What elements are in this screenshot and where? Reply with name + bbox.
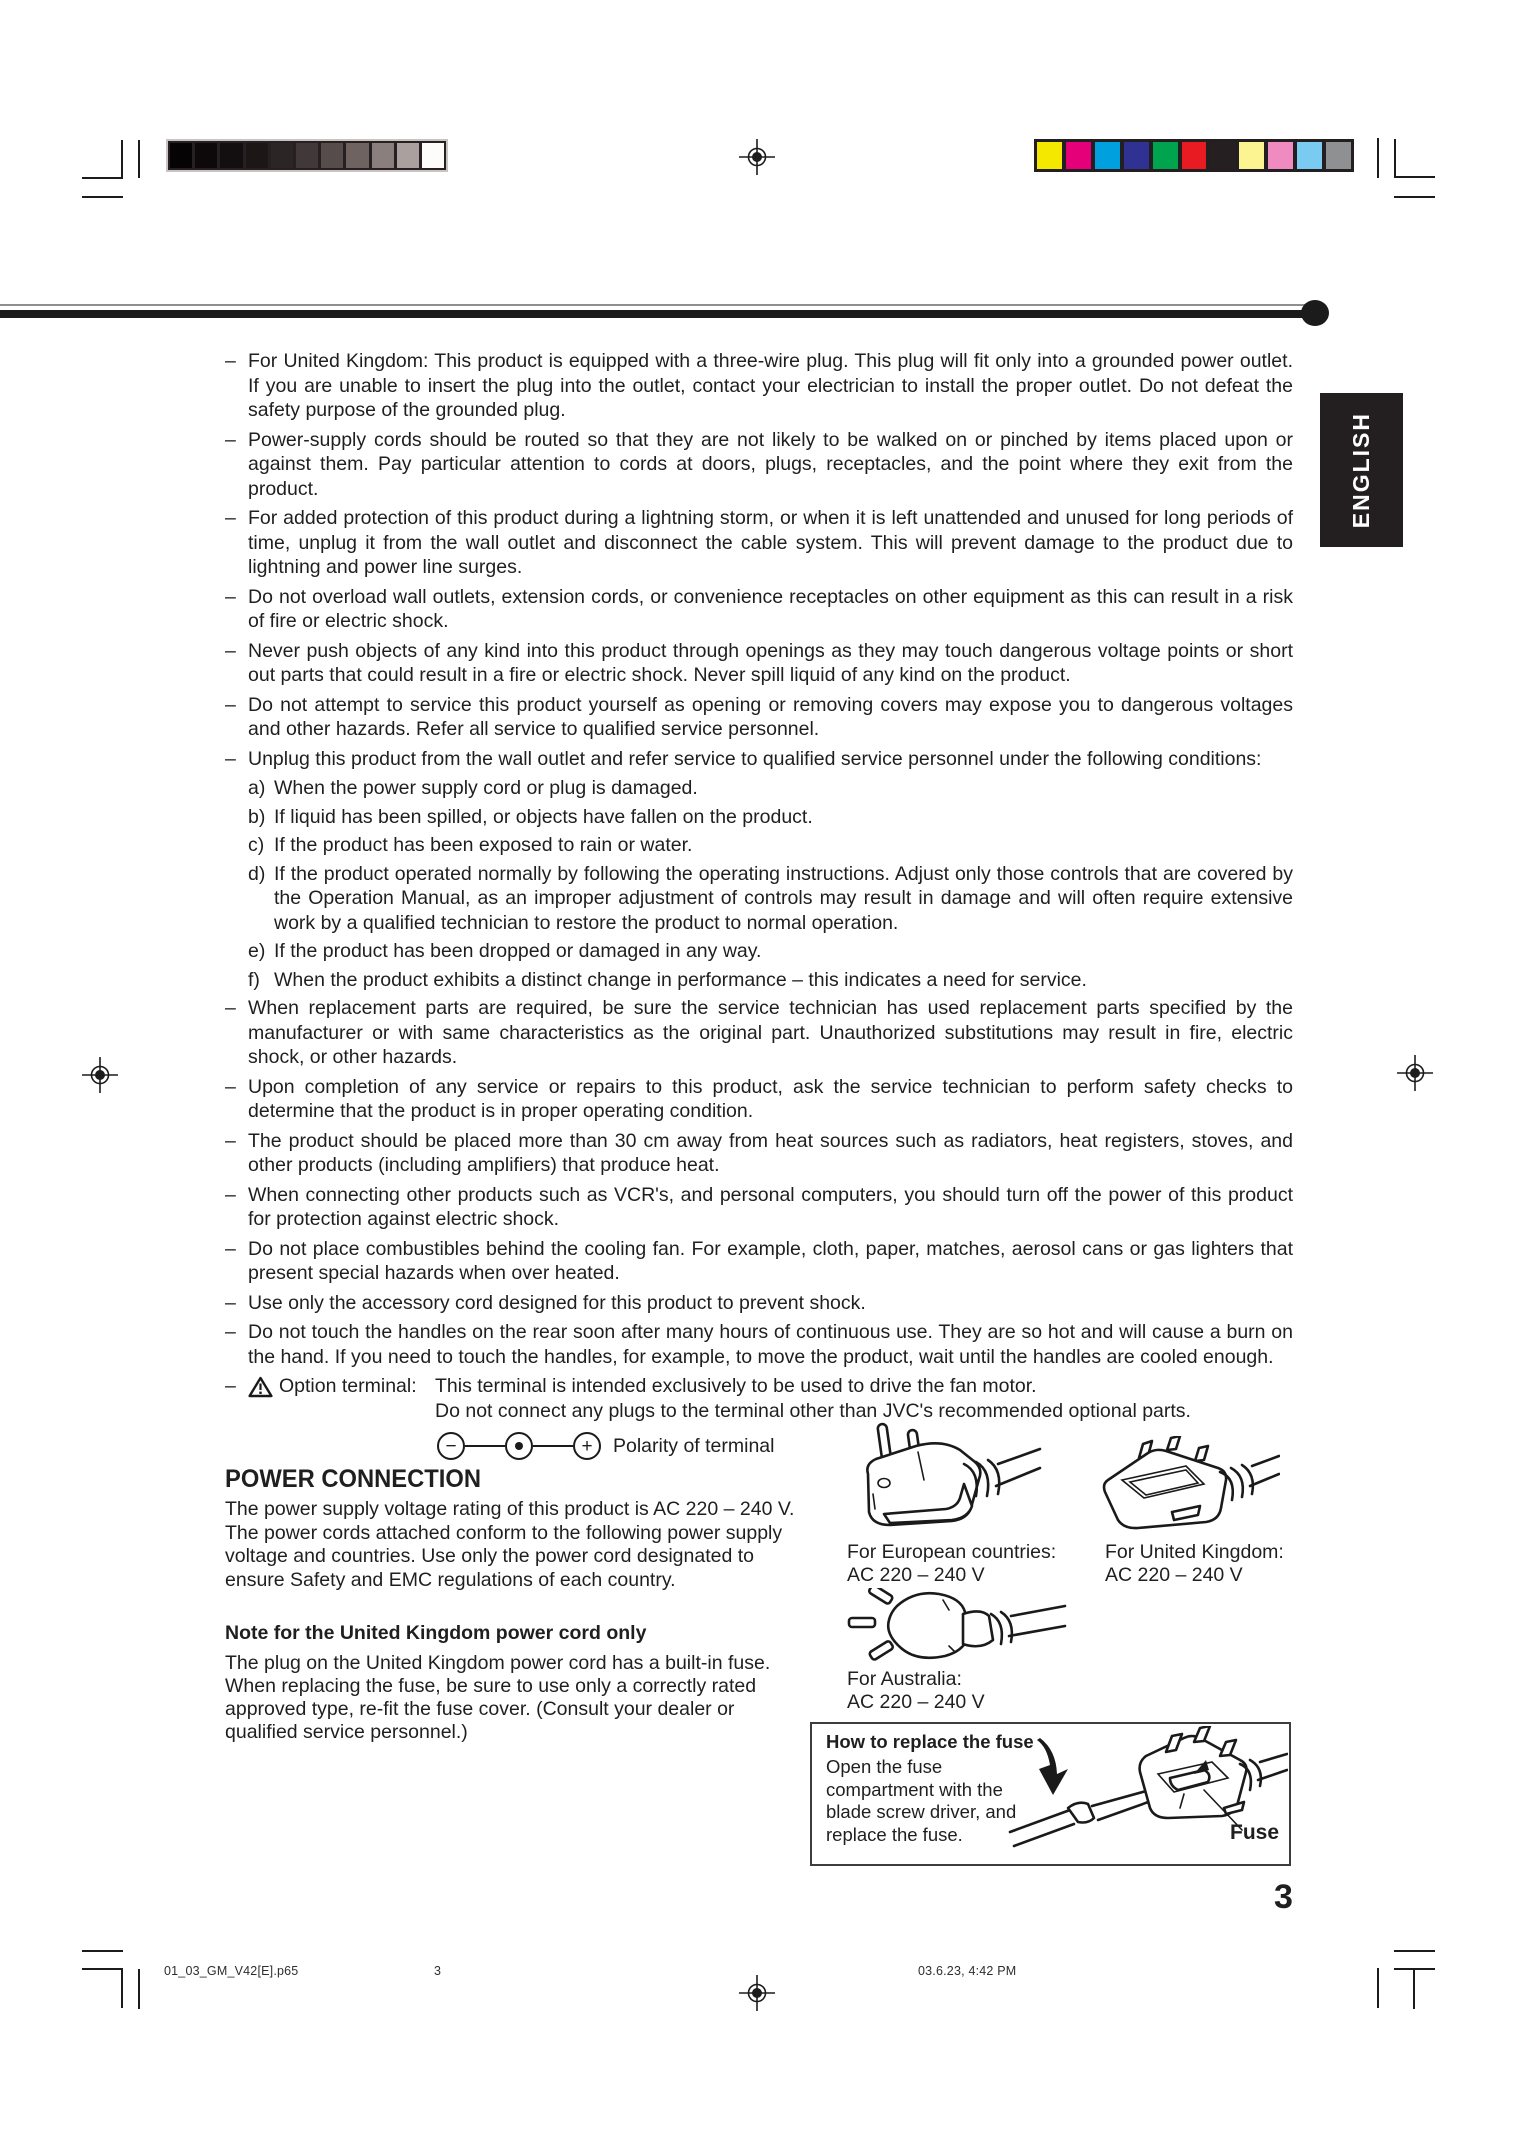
page-number: 3 <box>1274 1878 1293 1916</box>
calibration-swatch <box>1210 142 1235 169</box>
crop-mark <box>121 1968 123 2008</box>
safety-item-text: For United Kingdom: This product is equipped with a three-wire plug. This plug will fit only into a grounded power outlet. If you are unable to insert the plug into the outlet, contact your electrician to install the proper outlet. Do not defeat the safety purpose of the grounded plug. <box>248 350 1293 421</box>
crop-mark <box>82 1950 123 1952</box>
safety-subitem <box>248 805 1293 830</box>
subitem-key: f) <box>248 968 260 991</box>
crop-mark <box>1413 1969 1415 2009</box>
subitem-text: If the product operated normally by following the operating instructions. Adjust only those controls that are covered by the Operation Manual, as an improper adjustment of controls may result in damage and will often require extensive work by a qualified technician to restore the product to normal operation. <box>274 862 1293 934</box>
polarity-connector <box>465 1445 505 1448</box>
calibration-swatch <box>1326 142 1351 169</box>
safety-item <box>225 1183 1293 1232</box>
safety-item <box>225 1075 1293 1124</box>
uk-plug-illustration <box>1098 1436 1280 1538</box>
fuse-replacement-box <box>810 1722 1291 1866</box>
calibration-swatch <box>1182 142 1207 169</box>
uk-note-heading: Note for the United Kingdom power cord only <box>225 1622 647 1644</box>
crop-mark <box>121 140 123 179</box>
safety-list <box>225 349 1293 1369</box>
subitem-key: a) <box>248 777 266 799</box>
safety-instructions <box>225 349 1293 1461</box>
crop-mark <box>138 1969 140 2009</box>
safety-subitem <box>248 833 1293 858</box>
calibration-swatch <box>321 143 343 168</box>
bullet-dash: – <box>225 350 236 372</box>
subitem-text: If the product has been dropped or damaged in any way. <box>274 940 762 962</box>
calibration-swatch <box>246 143 268 168</box>
plug-label-text: For United Kingdom: <box>1105 1541 1284 1563</box>
subitem-key: b) <box>248 805 266 828</box>
calibration-swatch <box>346 143 368 168</box>
divider-end-dot <box>1301 300 1329 326</box>
bullet-dash: – <box>225 1183 236 1206</box>
subitem-text: If liquid has been spilled, or objects have fallen on the product. <box>274 805 813 828</box>
calibration-swatch <box>1066 142 1091 169</box>
warning-triangle-icon <box>248 1374 279 1423</box>
language-tab-label: ENGLISH <box>1348 411 1374 529</box>
subitem-text: If the product has been exposed to rain or water. <box>274 834 693 856</box>
safety-item <box>225 1237 1293 1286</box>
safety-subitem <box>248 968 1293 993</box>
safety-item <box>225 428 1293 502</box>
bullet-dash: – <box>225 585 236 608</box>
calibration-swatch <box>170 143 192 168</box>
calibration-swatch <box>296 143 318 168</box>
footer-filename: 01_03_GM_V42[E].p65 <box>164 1964 299 1978</box>
plug-label-text: For European countries: <box>847 1541 1057 1563</box>
safety-item-text: The product should be placed more than 30 cm away from heat sources such as radiators, heat registers, stoves, and other products (including amplifiers) that produce heat. <box>248 1129 1293 1176</box>
calibration-swatch <box>1297 142 1322 169</box>
bullet-dash: – <box>225 1321 236 1343</box>
calibration-swatch <box>422 143 444 168</box>
calibration-swatch <box>271 143 293 168</box>
crop-mark <box>82 177 123 179</box>
polarity-connector <box>533 1445 573 1448</box>
safety-item <box>225 693 1293 742</box>
option-terminal-text <box>435 1374 1293 1423</box>
crop-mark <box>138 140 140 178</box>
australia-plug-illustration <box>845 1588 1067 1670</box>
safety-item <box>225 506 1293 580</box>
safety-item <box>225 639 1293 688</box>
bullet-dash: – <box>225 507 236 529</box>
safety-item-text: For added protection of this product during a lightning storm, or when it is left unattended and unused for long periods of time, unplug it from the wall outlet and disconnect the cable system. This will prevent damage to the product due to lightning and power line surges. <box>248 507 1293 578</box>
plug-voltage-text: AC 220 – 240 V <box>1105 1564 1243 1586</box>
safety-item-text: Power-supply cords should be routed so that they are not likely to be walked on or pinched by items placed upon or against them. Pay particular attention to cords at doors, plugs, receptacles, and the point where they exit from the product. <box>248 428 1293 500</box>
fuse-box-body: Open the fuse compartment with the blade screw driver, and replace the fuse. <box>826 1756 1017 1845</box>
grayscale-calibration-bar <box>166 139 448 172</box>
european-plug-label <box>847 1541 1056 1587</box>
footer-page: 3 <box>434 1964 442 1978</box>
crop-mark <box>1377 1968 1379 2008</box>
bullet-dash: – <box>225 639 236 662</box>
bullet-dash: – <box>225 1075 236 1098</box>
polarity-label: Polarity of terminal <box>613 1434 775 1457</box>
divider-rule <box>0 310 1316 318</box>
registration-mark-left <box>82 1057 118 1093</box>
bullet-dash: – <box>225 1129 236 1152</box>
crop-mark <box>1394 139 1396 178</box>
uk-note-body: The plug on the United Kingdom power cord has a built-in fuse. When replacing the fuse, be sure to use only a correctly rated approved type, re-fit the fuse cover. (Consult your dealer or qualified service personnel.) <box>225 1652 771 1743</box>
safety-item <box>225 1129 1293 1178</box>
safety-item <box>225 349 1293 423</box>
subitem-text: When the product exhibits a distinct change in performance – this indicates a need for service. <box>274 968 1087 991</box>
footer-datetime: 03.6.23, 4:42 PM <box>918 1964 1017 1978</box>
divider-thin-line <box>0 304 1316 306</box>
language-tab-english <box>1320 393 1403 547</box>
safety-item <box>225 1320 1293 1369</box>
safety-item <box>225 585 1293 634</box>
plug-voltage-text: AC 220 – 240 V <box>847 1564 985 1586</box>
registration-mark-right <box>1397 1055 1433 1091</box>
bullet-dash: – <box>225 747 236 770</box>
bullet-dash: – <box>225 428 236 451</box>
plus-terminal-icon: + <box>573 1432 601 1460</box>
european-plug-illustration <box>860 1422 1042 1537</box>
registration-mark-bottom <box>739 1975 775 2011</box>
calibration-swatch <box>397 143 419 168</box>
center-terminal-icon <box>505 1432 533 1460</box>
crop-mark <box>1394 1950 1435 1952</box>
australia-plug-label <box>847 1668 985 1714</box>
registration-mark-top <box>739 139 775 175</box>
safety-item-text: Upon completion of any service or repairs to this product, ask the service technician to perform safety checks to determine that the product is in proper operating condition. <box>248 1075 1293 1122</box>
safety-item-text: When replacement parts are required, be sure the service technician has used replacement parts specified by the manufacturer or with same characteristics as the original part. Unauthorized substitutions may result in fire, electric shock, or other hazards. <box>248 997 1293 1068</box>
fuse-illustration <box>1008 1726 1288 1867</box>
crop-mark <box>1394 176 1435 178</box>
power-connection-body: The power supply voltage rating of this product is AC 220 – 240 V. The power cords attached conform to the following power supply voltage and countries. Use only the power cord designated to ensure Safety and EMC regulations of each country. <box>225 1498 795 1591</box>
crop-mark <box>82 196 123 198</box>
subitem-key: e) <box>248 940 266 962</box>
plug-voltage-text: AC 220 – 240 V <box>847 1691 985 1713</box>
calibration-swatch <box>1095 142 1120 169</box>
safety-item <box>225 996 1293 1070</box>
crop-mark <box>82 1968 123 1970</box>
calibration-swatch <box>1239 142 1264 169</box>
safety-item-text: Unplug this product from the wall outlet and refer service to qualified service personnel under the following conditions: <box>248 747 1262 770</box>
crop-mark <box>1377 138 1379 178</box>
subitem-text: When the power supply cord or plug is damaged. <box>274 777 698 799</box>
safety-item-text: Do not place combustibles behind the cooling fan. For example, cloth, paper, matches, aerosol cans or gas lighters that present special hazards when over heated. <box>248 1237 1293 1284</box>
calibration-swatch <box>1268 142 1293 169</box>
bullet-dash: – <box>225 693 236 716</box>
subitem-key: c) <box>248 834 265 856</box>
bullet-dash: – <box>225 1291 236 1314</box>
safety-item-text: When connecting other products such as VCR's, and personal computers, you should turn off the power of this product for protection against electric shock. <box>248 1183 1293 1230</box>
fuse-pointer-label: Fuse <box>1230 1821 1280 1844</box>
bullet-dash: – <box>225 997 236 1019</box>
safety-subitem <box>248 862 1293 936</box>
safety-item <box>225 747 1293 772</box>
fuse-box-title: How to replace the fuse <box>826 1731 1034 1752</box>
safety-item-text: Do not touch the handles on the rear soon after many hours of continuous use. They are so hot and will cause a burn on the hand. If you need to touch the handles, for example, to move the product, wait until the handles are cooled enough. <box>248 1321 1293 1368</box>
calibration-swatch <box>1153 142 1178 169</box>
bullet-dash: – <box>225 1237 236 1260</box>
crop-mark <box>1394 196 1435 198</box>
calibration-swatch <box>1037 142 1062 169</box>
uk-plug-label <box>1105 1541 1284 1587</box>
power-connection-heading: POWER CONNECTION <box>225 1465 481 1493</box>
calibration-swatch <box>1124 142 1149 169</box>
plug-label-text: For Australia: <box>847 1668 962 1690</box>
color-calibration-bar <box>1034 139 1354 172</box>
subitem-key: d) <box>248 862 266 885</box>
option-terminal-line2: Do not connect any plugs to the terminal other than JVC's recommended optional parts. <box>435 1399 1191 1422</box>
safety-item <box>225 1291 1293 1316</box>
calibration-swatch <box>372 143 394 168</box>
option-terminal-item <box>225 1374 1293 1423</box>
safety-item-text: Use only the accessory cord designed for this product to prevent shock. <box>248 1291 866 1314</box>
option-terminal-line1: This terminal is intended exclusively to be used to drive the fan motor. <box>435 1375 1037 1397</box>
safety-item-text: Do not attempt to service this product yourself as opening or removing covers may expose you to dangerous voltages and other hazards. Refer all service to qualified service personnel. <box>248 693 1293 740</box>
calibration-swatch <box>220 143 242 168</box>
bullet-dash: – <box>225 1375 236 1397</box>
calibration-swatch <box>195 143 217 168</box>
option-terminal-label: Option terminal: <box>279 1375 417 1397</box>
safety-subitem <box>248 939 1293 964</box>
safety-subitem <box>248 776 1293 801</box>
safety-item-text: Never push objects of any kind into this product through openings as they may touch dangerous voltage points or short out parts that could result in a fire or electric shock. Never spill liquid of any kind on the product. <box>248 639 1293 686</box>
safety-item-text: Do not overload wall outlets, extension cords, or convenience receptacles on other equipment as this can result in a risk of fire or electric shock. <box>248 585 1293 632</box>
minus-terminal-icon: − <box>437 1432 465 1460</box>
